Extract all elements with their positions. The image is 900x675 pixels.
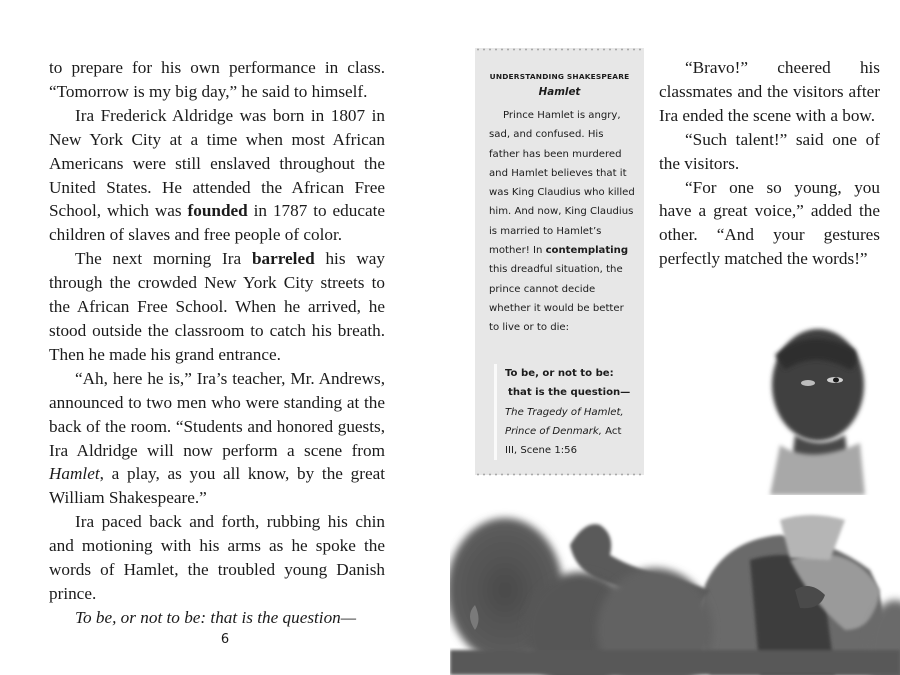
paragraph-text: “Ah, here he is,” Ira’s teacher, Mr. Andrews, announced to two men who were standing at the back of the room. “Students and honored guests, Ira Aldridge will now perform a scene from <box>49 368 385 460</box>
source-title: The Tragedy of Hamlet, Prince of Denmark, <box>505 406 624 437</box>
illustration-base <box>450 650 900 675</box>
sidebar-kicker: UNDERSTANDING SHAKESPEARE <box>489 72 630 81</box>
left-page-text <box>49 56 385 630</box>
sidebar-blockquote <box>494 364 636 460</box>
quote-source <box>505 403 636 461</box>
paragraph-text: Ira Frederick Aldridge was born in 1807 in New York City at a time when most African Americans were still enslaved throughout the United States. He attended the African Free School, which was <box>49 105 385 221</box>
paragraph-text: his way through the crowded New York City streets to the African Free School. When he arrived, he stood outside the classroom to catch his breath. Then he made his grand entrance. <box>49 249 385 364</box>
sidebar-title: Hamlet <box>538 86 581 98</box>
paragraph-text: “Such talent!” said one of the visitors. <box>659 129 880 173</box>
sidebar-paragraph <box>489 106 636 338</box>
paragraph-text: “Bravo!” cheered his classmates and the visitors after Ira ended the scene with a bow. <box>659 58 880 125</box>
performer-head <box>740 325 880 495</box>
paragraph-text: in 1787 to educate children of slaves and free people of color. <box>49 201 386 245</box>
paragraph <box>49 510 385 606</box>
source-reference: Act III, Scene 1:56 <box>505 425 622 457</box>
sidebar-body <box>489 106 636 338</box>
understanding-shakespeare-sidebar <box>475 48 644 475</box>
paragraph-text: The next morning Ira <box>75 249 252 269</box>
hamlet-quote <box>49 606 385 630</box>
paragraph-text: Ira paced back and forth, rubbing his chin and motioning with his arms as he spoke the words of Hamlet, the troubled young Danish prince. <box>49 512 385 603</box>
quote-line: that is the question— <box>508 387 631 399</box>
paragraph <box>49 367 385 510</box>
paragraph <box>659 128 880 176</box>
page-number: 6 <box>220 632 230 647</box>
paragraph <box>659 176 880 272</box>
paragraph <box>49 247 385 367</box>
dotted-divider <box>475 48 644 51</box>
paragraph <box>49 56 385 104</box>
quote-text: To be, or not to be: that is the question— <box>75 607 357 627</box>
dotted-divider <box>475 473 644 476</box>
play-title: Hamlet <box>49 464 100 484</box>
paragraph <box>659 56 880 128</box>
paragraph-text: to prepare for his own performance in class. “Tomorrow is my big day,” he said to himself. <box>49 58 385 101</box>
paragraph-text: , a play, as you all know, by the great William Shakespeare.” <box>49 464 385 508</box>
illustration <box>450 480 900 675</box>
sidebar-text: this dreadful situation, the prince cannot decide whether it would be better to live or to die: <box>489 264 624 334</box>
right-page <box>450 0 900 675</box>
sidebar-text: Prince Hamlet is angry, sad, and confused. His father has been murdered and Hamlet believes that it was King Claudius who killed him. And now, King Claudius is married to Hamlet’s mother! In <box>489 110 635 257</box>
right-page-text <box>659 56 880 271</box>
vocabulary-word: contemplating <box>545 245 629 257</box>
vocabulary-word: founded <box>187 201 248 221</box>
quote-line: To be, or not to be: <box>505 368 614 379</box>
paragraph-text: “For one so young, you have a great voice,” added the other. “And your gestures perfectly matched the words!” <box>659 177 880 269</box>
vocabulary-word: barreled <box>251 249 315 269</box>
paragraph <box>49 104 385 247</box>
